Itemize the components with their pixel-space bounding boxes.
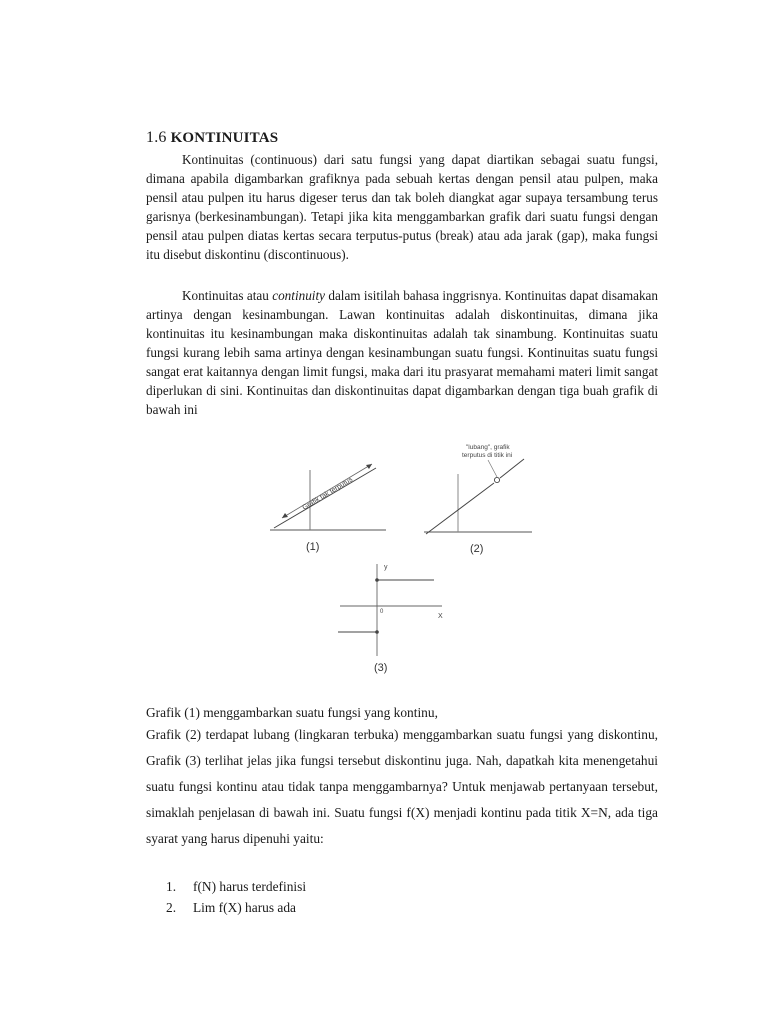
figure-2-annotation-line1: "lubang", grafik bbox=[466, 444, 510, 451]
conditions-list bbox=[166, 876, 306, 918]
figure-2-annotation-line2: terputus di titik ini bbox=[462, 452, 513, 459]
list-item bbox=[166, 897, 306, 918]
p2-text-before: Kontinuitas atau bbox=[182, 288, 273, 303]
list-item-text: Lim f(X) harus ada bbox=[193, 900, 296, 915]
section-title: KONTINUITAS bbox=[170, 130, 279, 146]
figure-2-label: (2) bbox=[470, 543, 484, 555]
p2-italic-term: continuity bbox=[272, 288, 325, 303]
paragraph-graph-2-3: Grafik (2) terdapat lubang (lingkaran terbuka) menggambarkan suatu fungsi yang diskontinu, Grafik (3) terlihat jelas jika fungsi tersebut diskontinu juga. Nah, dapatkah kita menengetahui suatu fungsi kontinu atau tidak tanpa menggambarnya? Untuk menjawab pertanyaan tersebut, simaklah penjelasan di bawah ini. Suatu fungsi f(X) menjadi kontinu pada titik X=N, ada tiga syarat yang harus dipenuhi yaitu: bbox=[146, 727, 658, 846]
figure-1-annotation: Grafik tak terputus bbox=[301, 476, 355, 512]
list-marker: 2. bbox=[166, 900, 177, 915]
figure-1-continuous-graph bbox=[268, 458, 388, 538]
list-marker: 1. bbox=[166, 879, 177, 894]
list-item-text: f(N) harus terdefinisi bbox=[193, 879, 307, 894]
section-heading bbox=[146, 129, 278, 147]
figure-3-x-axis-label: X bbox=[438, 613, 443, 620]
p2-text-after: dalam isitilah bahasa inggrisnya. Kontinuitas dapat disamakan artinya dengan kesinambungan. Lawan kontinuitas adalah diskontinuitas, dimana jika kontinuitas itu kesinambungan maka diskontinuitas adalah tak sinambung. Kontinuitas suatu fungsi kurang lebih sama artinya dengan kesinambungan suatu fungsi. Kontinuitas suatu fungsi sangat erat kaitannya dengan limit fungsi, maka dari itu prasyarat memahami materi limit sangat diperlukan di sini. Kontinuitas dan diskontinuitas dapat digambarkan dengan tiga buah grafik di bawah ini bbox=[146, 288, 658, 417]
figure-3-step-graph bbox=[338, 560, 450, 660]
paragraph-graph-1: Grafik (1) menggambarkan suatu fungsi yang kontinu, bbox=[146, 705, 438, 720]
section-number: 1.6 bbox=[146, 129, 167, 146]
figure-3-origin-label: 0 bbox=[380, 609, 384, 615]
figure-2-hole-graph bbox=[422, 440, 534, 536]
list-item bbox=[166, 876, 306, 897]
figure-3-y-axis-label: y bbox=[384, 564, 388, 571]
figure-1-label: (1) bbox=[306, 541, 320, 553]
figure-3-label: (3) bbox=[374, 662, 388, 674]
paragraph-continuity bbox=[146, 286, 658, 419]
paragraph-definition: Kontinuitas (continuous) dari satu fungsi yang dapat diartikan sebagai suatu fungsi, dimana apabila digambarkan grafiknya pada sebuah kertas dengan pensil atau pulpen, maka pensil atau pulpen itu harus digeser terus dan tak boleh diangkat agar supaya tersambung terus garisnya (berkesinambungan). Tetapi jika kita menggambarkan grafik dari suatu fungsi dengan pensil atau pulpen diatas kertas secara terputus-putus (break) atau ada jarak (gap), maka fungsi itu disebut diskontinu (discontinuous). bbox=[146, 152, 658, 262]
